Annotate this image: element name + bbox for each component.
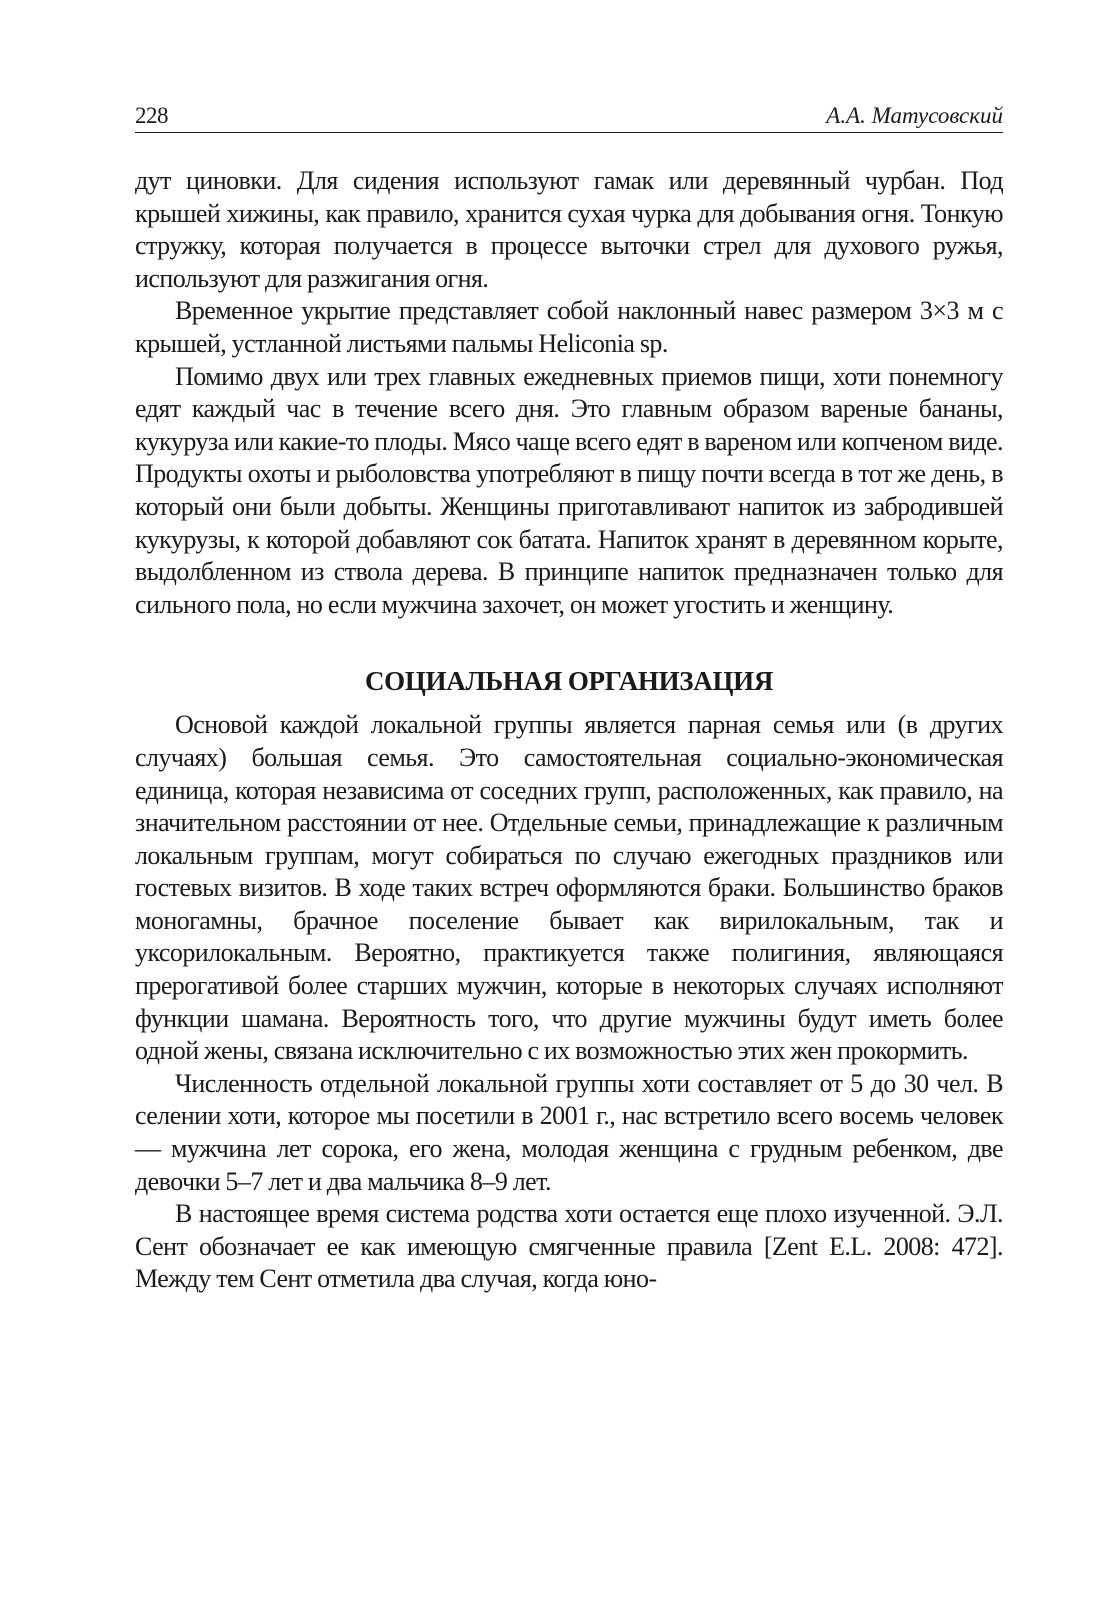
paragraph: В настоящее время система родства хоти остается еще плохо изученной. Э.Л. Сент обозначает ее как имеющую смягченные правила [Zent E.L. 2008: 472]. Между тем Сент отметила два случая, когда юно- [135, 1199, 1003, 1294]
running-head [135, 96, 1003, 133]
paragraph: Численность отдельной локальной группы хоти составляет от 5 до 30 чел. В селении хоти, которое мы посетили в 2001 г., нас встретило всего восемь человек — мужчина лет сорока, его жена, молодая женщина с грудным ребенком, две девочки 5–7 лет и два мальчика 8–9 лет. [135, 1068, 1003, 1196]
body-text [135, 165, 1003, 1296]
paragraph-continued: дут циновки. Для сидения используют гамак или деревянный чурбан. Под крышей хижины, как правило, хранится сухая чурка для добывания огня. Тонкую стружку, которая получается в процессе выточки стрел для духового ружья, используют для разжигания огня. [135, 166, 1003, 293]
paragraph: Временное укрытие представляет собой наклонный навес размером 3×3 м с крышей, устланной листьями пальмы Heliconia sp. [135, 296, 1003, 358]
page-number: 228 [135, 103, 168, 128]
book-page [135, 96, 1003, 1296]
paragraph: Помимо двух или трех главных ежедневных приемов пищи, хоти понемногу едят каждый час в течение всего дня. Это главным образом вареные бананы, кукуруза или какие-то плоды. Мясо чаще всего едят в вареном или копченом виде. Продукты охоты и рыболовства употребляют в пищу почти всегда в тот же день, в который они были добыты. Женщины приготавливают напиток из забродившей кукурузы, к которой добавляют сок батата. Напиток хранят в деревянном корыте, выдолбленном из ствола дерева. В принципе напиток предназначен только для сильного пола, но если мужчина захочет, он может угостить и женщину. [135, 361, 1003, 619]
running-head-author: А.А. Матусовский [826, 103, 1003, 128]
paragraph: Основой каждой локальной группы является парная семья или (в других случаях) большая семья. Это самостоятельная социально-экономическая единица, которая независима от соседних групп, расположенных, как правило, на значительном расстоянии от нее. Отдельные семьи, принадлежащие к различным локальным группам, могут собираться по случаю ежегодных праздников или гостевых визитов. В ходе таких встреч оформляются браки. Большинство браков моногамны, брачное поселение бывает как вирилокальным, так и уксорилокальным. Вероятно, практикуется также полигиния, являющаяся прерогативой более старших мужчин, которые в некоторых случаях исполняют функции шамана. Вероятность того, что другие мужчины будут иметь более одной жены, связана исключительно с их возможностью этих жен прокормить. [135, 710, 1003, 1066]
section-heading: СОЦИАЛЬНАЯ ОРГАНИЗАЦИЯ [364, 666, 774, 697]
